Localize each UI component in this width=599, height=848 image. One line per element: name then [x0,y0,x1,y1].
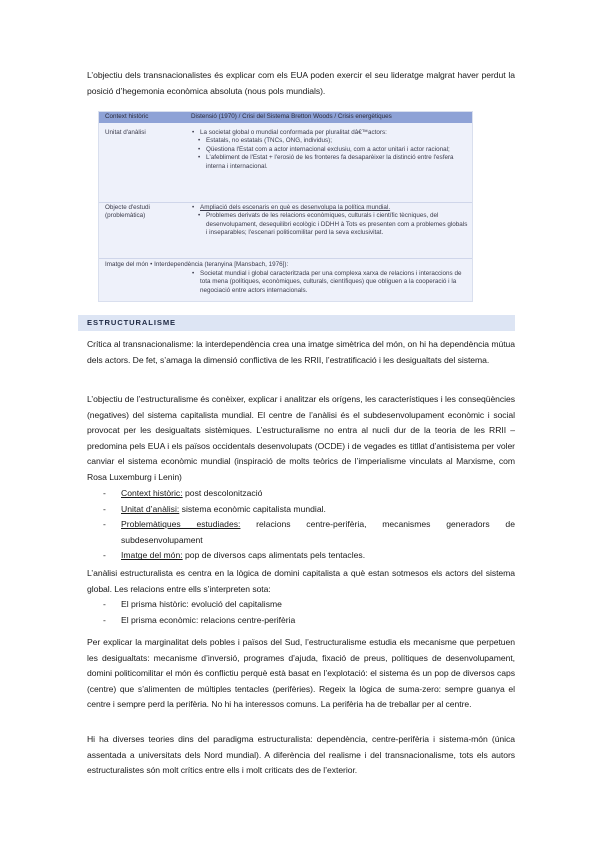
list-item-text: sistema econòmic capitalista mundial. [179,503,326,514]
list-item [87,548,515,564]
table-row-label: Imatge del món [105,261,149,268]
table-header-label: Context històric [105,113,149,120]
table-row-label: Objecte d'estudi (problemàtica) [105,204,150,220]
table-bullet: • Societat mundial i global caracteritzada per una complexa xarxa de relacions i interaccions de tota mena (polítiques, econòmiques, culturals, científiques) que obliguen a la cooperació i la negociació entre actors internacionals. [191,270,469,295]
table-row-lead: Interdependència (teranyina [Mansbach, 1976]): [154,261,289,268]
table-header-row [99,112,472,123]
table-row-items [191,129,469,171]
list-item-term: Unitat d’anàlisi: [121,503,180,514]
table-sub-bullet: • Problemes derivats de les relacions econòmiques, culturals i científic tècniques, del desenvolupament, desequilibri ecològic i DDHH à Tots es presenten com a problemes globals i inseparables; l'escenari politicomilitar perd la seva exclusivitat. [191,212,469,237]
table-bullet: • La societat global o mundial conformada per pluralitat dâ€™actors: [191,129,469,137]
list-item-term: Imatge del món: [121,550,183,561]
table-header-value: Distensió (1970) / Crisi del Sistema Bretton Woods / Crisis energètiques [191,113,392,120]
table-row [99,129,472,203]
list-item [87,517,515,548]
list-item-text: relacions centre-perifèria, mecanismes generadors de subdesenvolupament [121,519,515,545]
section-title: ESTRUCTURALISME [87,318,177,327]
paragraph: Per explicar la marginalitat dels pobles i països del Sud, l’estructuralisme estudia els mecanisme que perpetuen les desigualtats: mecanisme d’inversió, programes d’ajuda, fixació de preus, polítiques de desenvolupament, domini politicomilitar el món és conflictiu perquè està basat en l’explotació: el sistema és un pop de diversos caps (centre) que s’alimenten de múltiples tentacles (perifèries). Regeix la lògica de suma-zero: sempre guanya el centre i sempre perd la perifèria. No hi ha interessos comuns. La perifèria ha de treballar per al centre. [87,637,515,710]
table-bullet-text: Ampliació dels escenaris en què es desenvolupa la política mundial. [200,204,391,211]
intro-paragraph: L’objectiu dels transnacionalistes és explicar com els EUA poden exercir el seu lideratge malgrat haver perdut la posició d’hegemonia econòmica absoluta (nous pols mundials). [87,70,515,96]
prisms-list [87,597,515,628]
table-bullet [191,204,469,212]
list-item [87,502,515,518]
table-sub-bullet: • L'afebliment de l'Estat + l'erosió de les fronteres fa desaparèixer la distinció entre l'esfera interna i internacional. [191,154,469,171]
list-item [87,486,515,502]
list-item: - El prisma econòmic: relacions centre-perifèria [87,613,515,629]
table-row-label: Unitat d'anàlisi [105,129,146,136]
table-row-items [191,204,469,238]
paragraph: Crítica al transnacionalisme: la interdependència crea una imatge simètrica del món, on hi ha dependència mútua dels actors. De fet, s’amaga la dimensió conflictiva de les RRII, l’estratificació i les desigualtats del sistema. [87,339,515,365]
paragraph: L’objectiu de l’estructuralisme és conèixer, explicar i analitzar els orígens, les característiques i les conseqüències (negatives) del sistema capitalista mundial. El centre de l’anàlisi és el subdesenvolupament econòmic i social provocat per les desigualtats sistèmiques. L’estructuralisme no entra al nucli dur de la teoria de les RRII – predomina pels EUA i els països occidentals desenvolupats (OCDE) i de vegades es titllat d’antisistema per voler canviar el sistema econòmic mundial (inspiració de molts teòrics de l’imperialisme vinculats al Marxisme, com Rosa Luxemburg i Lenin) [87,394,515,482]
section-heading-bar [78,315,515,331]
list-item-text: pop de diversos caps alimentats pels tentacles. [182,550,366,561]
paragraph: L’anàlisi estructuralista es centra en la lògica de domini capitalista a què estan sotmesos els actors del sistema global. Les relacions entre ells s’interpreten sota: [87,568,515,594]
table-row-label-line [105,261,475,269]
table-sub-bullet: • Qüestiona l'Estat com a actor internacional exclusiu, com a actor unitari i actor racional; [191,146,469,154]
list-item-term: Problemàtiques estudiades: [121,519,241,530]
table-row [99,261,472,301]
list-item-term: Context històric: [121,488,183,498]
characteristics-list [87,486,515,564]
table-row [99,204,472,259]
paragraph: Hi ha diverses teories dins del paradigma estructuralista: dependència, centre-perifèria i sistema-món (única assentada a universitats dels Nord mundial). A diferència del realisme i del transnacionalisme, tots els autors estructuralistes són molt crítics entre ells i molt criticats des de l’exterior. [87,734,515,776]
table-row-separator: • [150,261,155,268]
transnationalism-table [98,111,473,302]
list-item: - El prisma històric: evolució del capitalisme [87,597,515,613]
list-item-text: post descolonització [182,488,263,498]
table-row-items [191,270,469,295]
table-sub-bullet: • Estatals, no estatals (TNCs, ONG, individus); [191,137,469,145]
